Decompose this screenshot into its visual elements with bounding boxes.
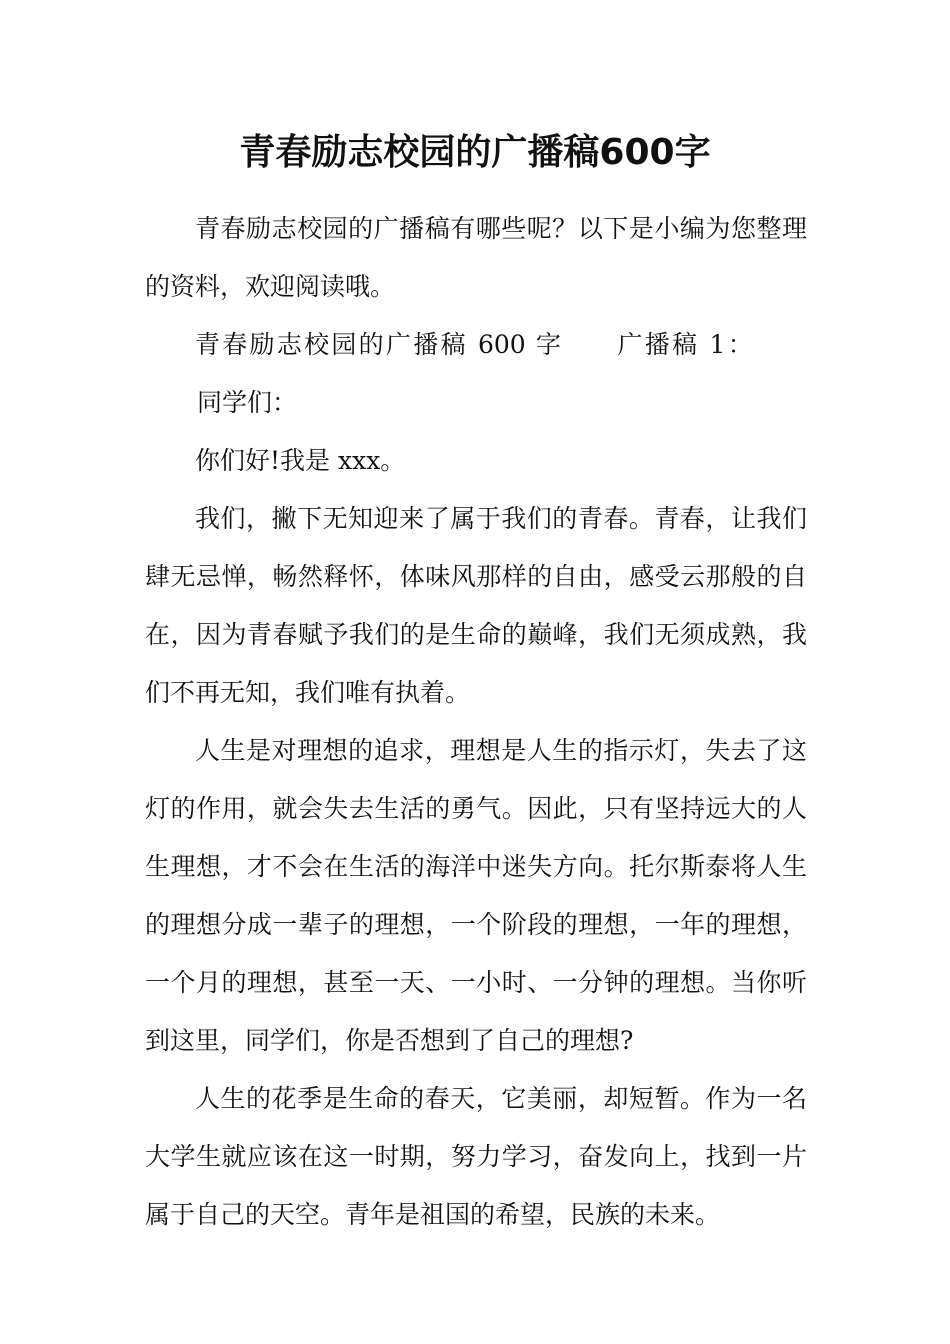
heading-line-part2: 广播稿 1：	[615, 330, 755, 359]
body-paragraph: 我们，撇下无知迎来了属于我们的青春。青春，让我们肆无忌惮，畅然释怀，体味风那样的自由，感受云那般的自在，因为青春赋予我们的是生命的巅峰，我们无须成熟，我们不再无知，我们唯有执着。	[145, 504, 807, 707]
body-paragraph: 人生是对理想的追求，理想是人生的指示灯，失去了这灯的作用，就会失去生活的勇气。因此，只有坚持远大的人生理想，才不会在生活的海洋中迷失方向。托尔斯泰将人生的理想分成一辈子的理想，一个阶段的理想，一年的理想，一个月的理想，甚至一天、一小时、一分钟的理想。当你听到这里，同学们，你是否想到了自己的理想?	[145, 736, 807, 1055]
heading-line-part3: 同学们：	[197, 388, 298, 417]
heading-line-part1: 青春励志校园的广播稿 600 字	[195, 330, 564, 359]
document-title: 青春励志校园的广播稿600字	[239, 132, 711, 173]
heading-line-paragraph	[145, 316, 807, 432]
document-body	[145, 200, 807, 1244]
body-paragraph: 人生的花季是生命的春天，它美丽，却短暂。作为一名大学生就应该在这一时期，努力学习，奋发向上，找到一片属于自己的天空。青年是祖国的希望，民族的未来。	[145, 1084, 807, 1229]
intro-paragraph: 青春励志校园的广播稿有哪些呢？以下是小编为您整理的资料，欢迎阅读哦。	[145, 214, 807, 301]
body-paragraph: 你们好!我是 xxx。	[195, 446, 406, 475]
